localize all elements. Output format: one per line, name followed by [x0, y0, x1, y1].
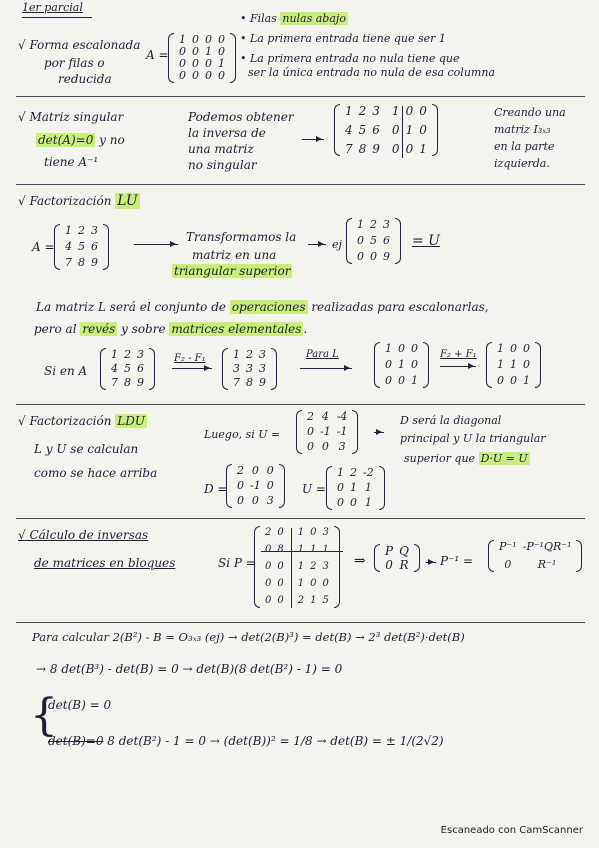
s2-aug-divider [402, 106, 403, 158]
matrix-cell: 2 [124, 348, 131, 361]
matrix-cell: 1 [523, 374, 530, 387]
matrix-cell: 0 [265, 578, 272, 589]
s3-matrix-A [54, 224, 109, 270]
matrix-cell: 3 [322, 561, 329, 572]
s3-eqU: = U [412, 233, 440, 249]
matrix-cell: 0 [277, 527, 284, 538]
matrix-cell: 0 [265, 561, 272, 572]
s1-matrix [168, 33, 236, 83]
s5-PQ-matrix [374, 544, 420, 572]
matrix-cell: 0 [497, 374, 504, 387]
matrix-cell: 1 [385, 342, 392, 355]
matrix-cell: 2 [310, 561, 317, 572]
matrix-cell: 9 [91, 256, 98, 269]
s3-matrix-I [374, 342, 429, 388]
matrix-cell: 3 [383, 218, 390, 231]
matrix-cell: 3 [233, 362, 240, 375]
s3-matA2-grid [106, 348, 149, 390]
s3-title: √ Factorización LU [18, 193, 138, 209]
matrix-cell: 5 [78, 240, 85, 253]
matrix-cell: 2 [265, 527, 272, 538]
matrix-cell: 0 [179, 57, 186, 70]
s4-U-eq: U = [302, 482, 326, 496]
s5-eq-arrow: ⇒ [354, 553, 366, 569]
s3-matrix-B [222, 348, 277, 390]
matrix-cell: 5 [358, 123, 367, 137]
s3-para-1: La matriz L será el conjunto de operaciones realizadas para escalonarlas, [36, 300, 489, 314]
matrix-cell: -1 [250, 479, 261, 492]
s2-title: √ Matriz singular [18, 110, 124, 124]
matrix-cell: 0 [251, 464, 259, 477]
matrix-cell: 1 [357, 218, 364, 231]
s5-block-vline [291, 528, 292, 608]
matrix-cell: 1 [310, 544, 317, 555]
matrix-cell: 0 [179, 45, 186, 58]
s2-mid-1: Podemos obtener [188, 110, 294, 124]
s3-op-2: F₂ + F₁ [440, 349, 477, 360]
matrix-cell: 3 [259, 362, 266, 375]
matrix-cell: 1 [345, 104, 353, 118]
s3-matrix-L [486, 342, 541, 388]
matrix-cell: 0 [411, 358, 418, 371]
divider-2 [16, 184, 585, 185]
s1-sub2: reducida [58, 72, 112, 86]
matrix-cell: 0 [205, 57, 212, 70]
s4-arrow-text-2: principal y U la triangular [400, 432, 546, 445]
matrix-cell: P⁻¹ [499, 540, 517, 553]
matrix-cell: 0 [350, 496, 357, 509]
matrix-cell: 1 [111, 348, 118, 361]
matrix-cell: 3 [322, 527, 329, 538]
s4-arrow [374, 432, 384, 433]
matrix-cell: P [385, 544, 394, 558]
matrix-cell: 0 [398, 374, 405, 387]
matrix-cell: 4 [321, 410, 329, 423]
s2-matrix-grid [340, 104, 432, 156]
matrix-cell: 6 [137, 362, 144, 375]
matrix-cell: 8 [277, 544, 284, 555]
matrix-cell: 9 [259, 376, 266, 389]
s4-matD-grid [232, 464, 279, 508]
s3-matrix-U [346, 218, 401, 264]
page-title: 1er parcial [22, 1, 83, 14]
matrix-cell: 6 [383, 234, 390, 247]
matrix-cell: 1 [398, 358, 405, 371]
matrix-cell: 0 [307, 425, 314, 438]
matrix-cell: 4 [345, 123, 353, 137]
s3-matA-grid [60, 224, 103, 270]
s5-arrow [426, 562, 436, 563]
divider-4 [16, 518, 585, 519]
matrix-cell: -1 [320, 425, 331, 438]
s3-matB-grid [228, 348, 271, 390]
matrix-cell: 0 [337, 496, 344, 509]
s3-matL-grid [492, 342, 535, 388]
matrix-cell: 3 [137, 348, 144, 361]
matrix-cell: 0 [370, 250, 377, 263]
matrix-cell: 1 [179, 33, 186, 46]
s3-text-2: matriz en una [192, 248, 277, 262]
s2-right-1: Creando una [494, 106, 566, 119]
matrix-cell: 1 [218, 57, 225, 70]
s1-sub1: por filas o [44, 56, 105, 70]
s2-line2: det(A)=0 y no [38, 133, 125, 147]
s4-matrix-D [226, 464, 285, 508]
matrix-cell: 3 [259, 348, 266, 361]
s6-line-4: det(B)=0 8 det(B²) - 1 = 0 → (det(B))² = 1/8 → det(B) = ± 1/(2√2) [48, 734, 444, 748]
s2-right-3: en la parte [494, 140, 555, 153]
matrix-cell: 1 [364, 481, 372, 494]
matrix-cell: 0 [391, 123, 400, 137]
matrix-cell: 1 [297, 527, 305, 538]
s1-bullet-3: • La primera entrada no nula tiene que [240, 52, 460, 65]
s3-matU-grid [352, 218, 395, 264]
matrix-cell: 0 [192, 33, 199, 46]
matrix-cell: 0 [266, 479, 274, 492]
matrix-cell: 1 [391, 104, 400, 118]
s4-matrix-U [296, 410, 358, 454]
matrix-cell: 0 [251, 494, 259, 507]
s1-matrix-grid [174, 33, 230, 83]
s3-arrow-3 [172, 368, 212, 369]
s5-title-2: de matrices en bloques [34, 556, 176, 570]
s6-line-1: Para calcular 2(B²) - B = O₃ₓ₃ (ej) → det(2(B)³) = det(B) → 2³ det(B²)·det(B) [32, 630, 465, 644]
matrix-cell: 6 [91, 240, 98, 253]
s5-block-hline [261, 551, 343, 552]
matrix-cell: 7 [345, 142, 353, 156]
matrix-cell: -1 [336, 425, 348, 438]
s5-res-grid [494, 540, 576, 572]
matrix-cell: 8 [358, 142, 367, 156]
matrix-cell: 1 [350, 481, 357, 494]
matrix-cell: 7 [65, 256, 72, 269]
header-underline [22, 17, 92, 18]
matrix-cell: 3 [372, 104, 380, 118]
matrix-cell: 3 [338, 440, 346, 453]
s3-si-en: Si en A [44, 364, 88, 378]
matrix-cell: 2 [246, 348, 253, 361]
matrix-cell: 0 [237, 479, 244, 492]
s3-op-1: F₂ - F₁ [174, 353, 206, 364]
matrix-cell: 1 [205, 45, 212, 58]
s6-brace: { [30, 690, 58, 741]
s4-matU-grid [302, 410, 352, 454]
s2-right-4: izquierda. [494, 157, 550, 170]
matrix-cell: 0 [310, 527, 317, 538]
matrix-cell: 0 [510, 342, 517, 355]
s1-A-eq: A = [146, 48, 169, 62]
matrix-cell: 0 [218, 69, 225, 82]
matrix-cell: 0 [385, 358, 392, 371]
matrix-cell: 4 [65, 240, 72, 253]
s4-line-1: L y U se calculan [34, 442, 139, 456]
s2-mid-2: la inversa de [188, 126, 266, 140]
s5-block-grid [260, 526, 334, 608]
s4-line-2: como se hace arriba [34, 466, 158, 480]
s3-arrow-1 [134, 244, 178, 245]
s2-mid-3: una matriz [188, 142, 254, 156]
matrix-cell: 0 [357, 234, 364, 247]
matrix-cell: 1 [65, 224, 72, 237]
matrix-cell: 1 [233, 348, 240, 361]
matrix-cell: 1 [297, 561, 305, 572]
matrix-cell: 5 [124, 362, 131, 375]
matrix-cell: 1 [411, 374, 418, 387]
matrix-cell: 0 [321, 440, 329, 453]
matrix-cell: 0 [411, 342, 418, 355]
matrix-cell: 1 [510, 358, 517, 371]
matrix-cell: 2 [350, 466, 357, 479]
matrix-cell: 1 [419, 142, 427, 156]
matrix-cell: 7 [233, 376, 240, 389]
matrix-cell: 2 [370, 218, 377, 231]
matrix-cell: 1 [497, 358, 504, 371]
s3-text-3: triangular superior [174, 264, 291, 278]
s5-Pinv: P⁻¹ = [440, 554, 474, 568]
matrix-cell: 8 [246, 376, 253, 389]
s2-line3: tiene A⁻¹ [44, 155, 99, 169]
matrix-cell: 0 [510, 374, 517, 387]
matrix-cell: 0 [265, 595, 272, 606]
s4-title: √ Factorización LDU [18, 414, 145, 428]
s3-para-2: pero al revés y sobre matrices elementales . [34, 322, 308, 336]
matrix-cell: -P⁻¹QR⁻¹ [522, 540, 572, 553]
matrix-cell: 0 [385, 374, 392, 387]
s4-matU2-grid [332, 466, 379, 510]
s1-bullet-1: • Filas nulas abajo [240, 12, 346, 25]
s2-mid-4: no singular [188, 158, 257, 172]
matrix-cell: 1 [364, 496, 372, 509]
s5-result-matrix [488, 540, 582, 572]
matrix-cell: 0 [504, 558, 512, 571]
matrix-cell: 3 [246, 362, 253, 375]
matrix-cell: 0 [523, 358, 530, 371]
matrix-cell: 4 [111, 362, 118, 375]
s3-text-1: Transformamos la [186, 230, 297, 244]
matrix-cell: 2 [237, 464, 244, 477]
s5-block-matrix [254, 526, 340, 608]
matrix-cell: 0 [405, 104, 414, 118]
matrix-cell: 8 [124, 376, 131, 389]
s5-title-1: √ Cálculo de inversas [18, 528, 149, 542]
matrix-cell: 0 [218, 45, 225, 58]
matrix-cell: 0 [205, 33, 212, 46]
matrix-cell: 0 [419, 123, 427, 137]
matrix-cell: 0 [205, 69, 212, 82]
s4-luego: Luego, si U = [204, 428, 281, 441]
matrix-cell: R⁻¹ [537, 558, 557, 571]
matrix-cell: 8 [78, 256, 85, 269]
s3-para-L: Para L [306, 349, 339, 360]
matrix-cell: 1 [322, 544, 329, 555]
matrix-cell: 0 [419, 104, 427, 118]
s6-line-2: → 8 det(B³) - det(B) = 0 → det(B)(8 det(B²) - 1) = 0 [36, 662, 343, 676]
matrix-cell: 0 [307, 440, 314, 453]
matrix-cell: 0 [266, 464, 274, 477]
s3-ej: ej [332, 238, 342, 251]
s5-si: Si P = [218, 556, 256, 570]
matrix-cell: 0 [192, 69, 199, 82]
s5-PQ-grid [380, 544, 414, 572]
s2-aug-matrix [334, 104, 438, 156]
matrix-cell: 6 [372, 123, 380, 137]
s4-arrow-text-1: D será la diagonal [400, 414, 502, 427]
matrix-cell: 0 [218, 33, 225, 46]
matrix-cell: 1 [297, 578, 305, 589]
matrix-cell: 0 [179, 69, 186, 82]
matrix-cell: 0 [357, 250, 364, 263]
s4-D-eq: D = [204, 482, 228, 496]
divider-1 [16, 96, 585, 97]
matrix-cell: 2 [78, 224, 85, 237]
matrix-cell: 1 [310, 595, 317, 606]
s3-arrow-2 [308, 244, 326, 245]
s3-matrix-A2 [100, 348, 155, 390]
footer-camscanner: Escaneado con CamScanner [440, 825, 583, 836]
s1-bullet-2: • La primera entrada tiene que ser 1 [240, 32, 446, 45]
divider-3 [16, 404, 585, 405]
matrix-cell: 5 [370, 234, 377, 247]
matrix-cell: 0 [277, 595, 284, 606]
s3-matI-grid [380, 342, 423, 388]
divider-5 [16, 622, 585, 623]
matrix-cell: 0 [405, 142, 414, 156]
s3-arrow-5 [440, 366, 476, 367]
matrix-cell: 0 [277, 561, 284, 572]
matrix-cell: 2 [297, 595, 305, 606]
matrix-cell: 5 [322, 595, 329, 606]
s4-arrow-text-3: superior que D·U = U [404, 452, 528, 465]
matrix-cell: 1 [405, 123, 414, 137]
matrix-cell: -2 [363, 466, 374, 479]
matrix-cell: 0 [277, 578, 284, 589]
matrix-cell: Q [399, 544, 409, 558]
matrix-cell: 1 [497, 342, 504, 355]
s3-A-eq: A = [32, 240, 55, 254]
matrix-cell: 2 [358, 104, 367, 118]
s2-right-2: matriz I₃ₓ₃ [494, 123, 551, 136]
matrix-cell: 1 [297, 544, 305, 555]
matrix-cell: 9 [383, 250, 390, 263]
matrix-cell: 0 [192, 45, 199, 58]
matrix-cell: -4 [336, 410, 348, 423]
s1-title: √ Forma escalonada [18, 38, 141, 52]
s1-bullet-4: ser la única entrada no nula de esa columna [248, 66, 495, 79]
matrix-cell: 0 [310, 578, 317, 589]
matrix-cell: 0 [265, 544, 272, 555]
s4-matrix-U2 [326, 466, 385, 510]
s1-bullets [240, 12, 495, 79]
matrix-cell: 9 [372, 142, 380, 156]
matrix-cell: 0 [391, 142, 400, 156]
matrix-cell: 0 [192, 57, 199, 70]
s6-line-3: det(B) = 0 [48, 698, 112, 712]
matrix-cell: 0 [523, 342, 530, 355]
matrix-cell: 7 [111, 376, 118, 389]
matrix-cell: 3 [266, 494, 274, 507]
matrix-cell: 2 [307, 410, 314, 423]
s3-arrow-4 [300, 368, 352, 369]
s2-arrow [302, 139, 324, 140]
matrix-cell: 0 [322, 578, 329, 589]
matrix-cell: 9 [137, 376, 144, 389]
matrix-cell: 3 [91, 224, 98, 237]
matrix-cell: 1 [337, 466, 344, 479]
matrix-cell: R [399, 558, 409, 572]
matrix-cell: 0 [337, 481, 344, 494]
matrix-cell: 0 [237, 494, 244, 507]
matrix-cell: 0 [385, 558, 393, 572]
matrix-cell: 0 [398, 342, 405, 355]
